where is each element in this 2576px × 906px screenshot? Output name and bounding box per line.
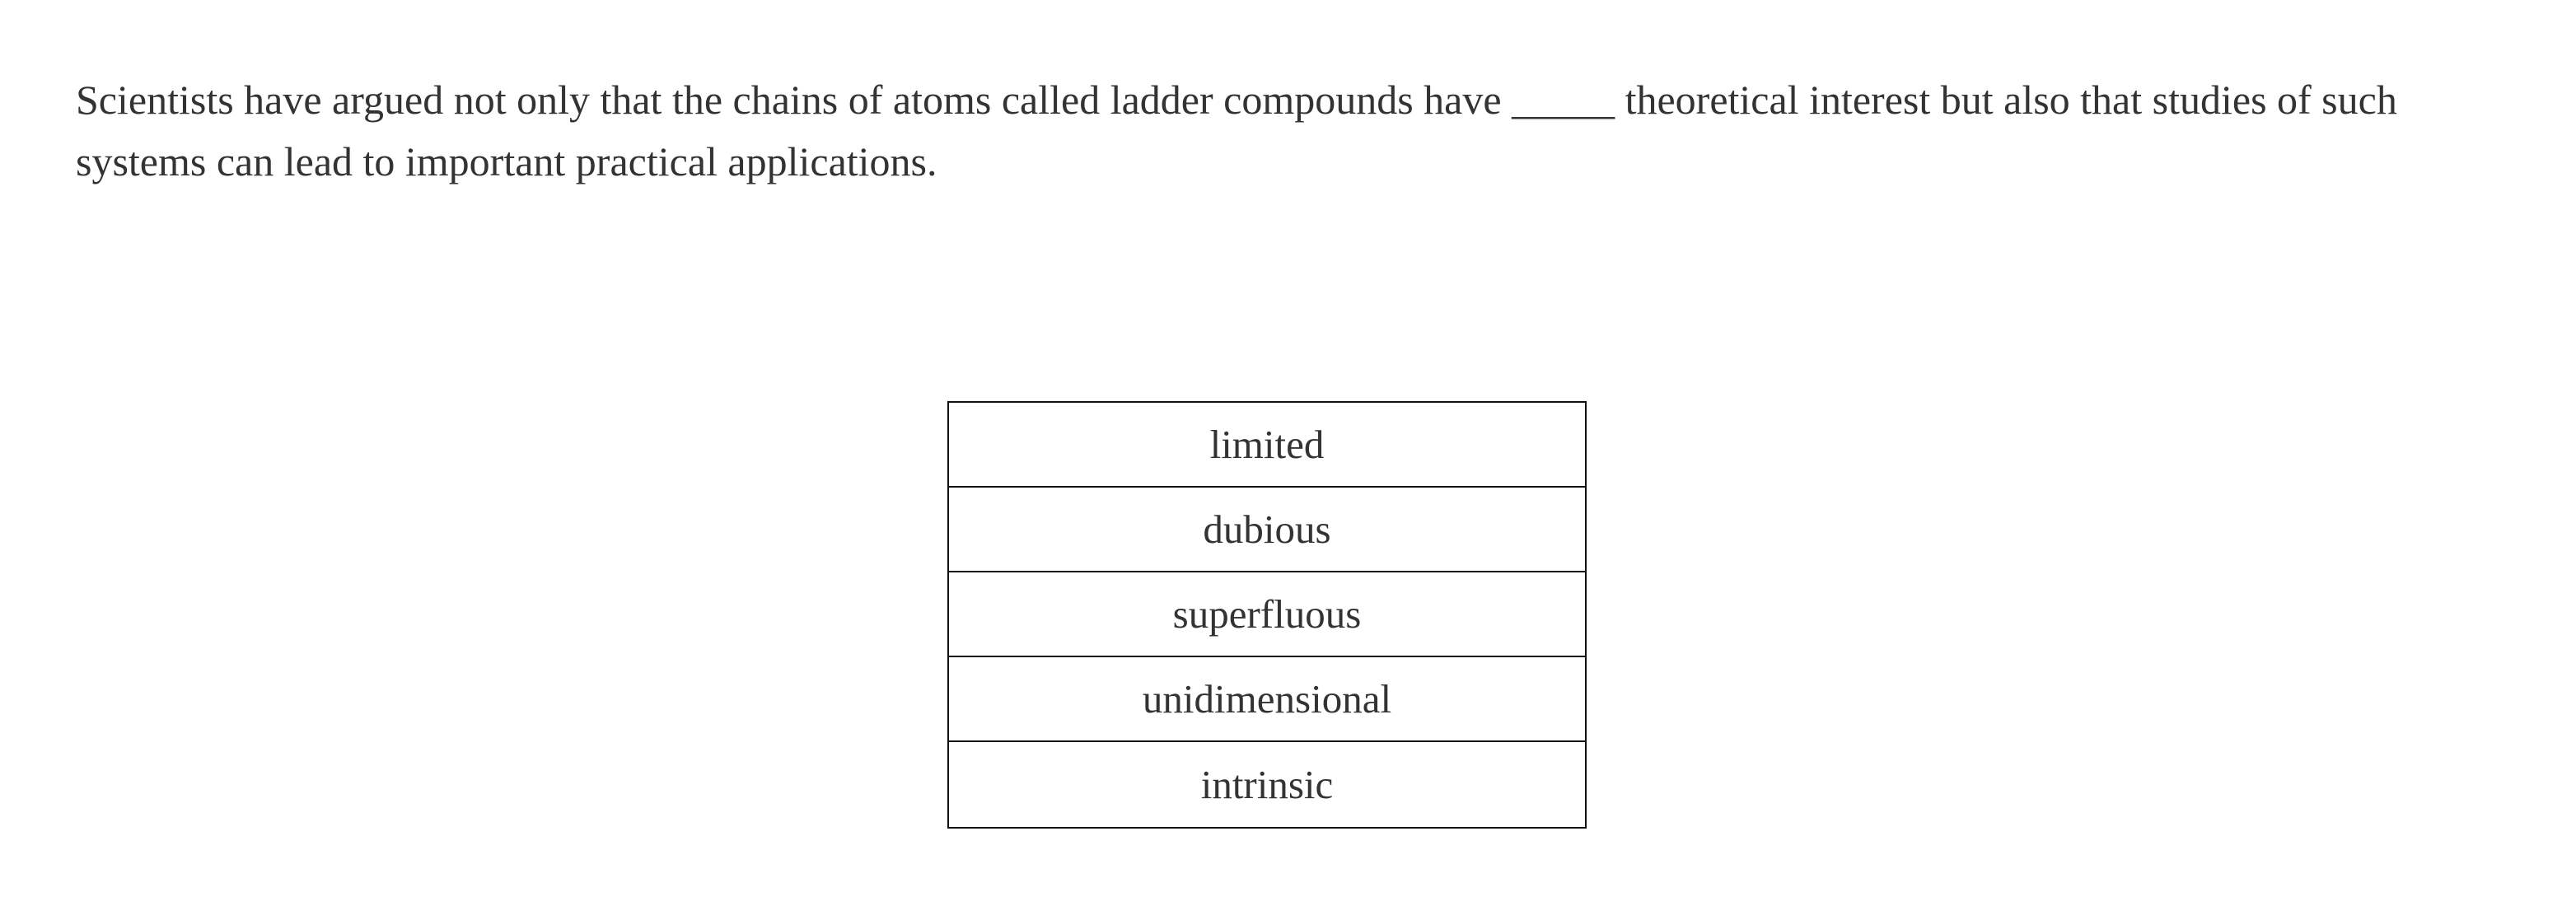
answer-choice[interactable]: dubious [949, 488, 1585, 572]
answer-choice[interactable]: superfluous [949, 572, 1585, 657]
answer-choice[interactable]: limited [949, 403, 1585, 488]
question-text-before: Scientists have argued not only that the chains of atoms called ladder compounds have [76, 77, 1502, 123]
answer-choice-list [947, 401, 1587, 829]
question-text-after: theoretical interest but also that studies of such systems can lead to important practical applications. [76, 77, 2397, 184]
answer-choice[interactable]: intrinsic [949, 742, 1585, 827]
answer-choice[interactable]: unidimensional [949, 657, 1585, 742]
answer-blank: _____ [1512, 77, 1615, 123]
question-text [76, 69, 2498, 193]
